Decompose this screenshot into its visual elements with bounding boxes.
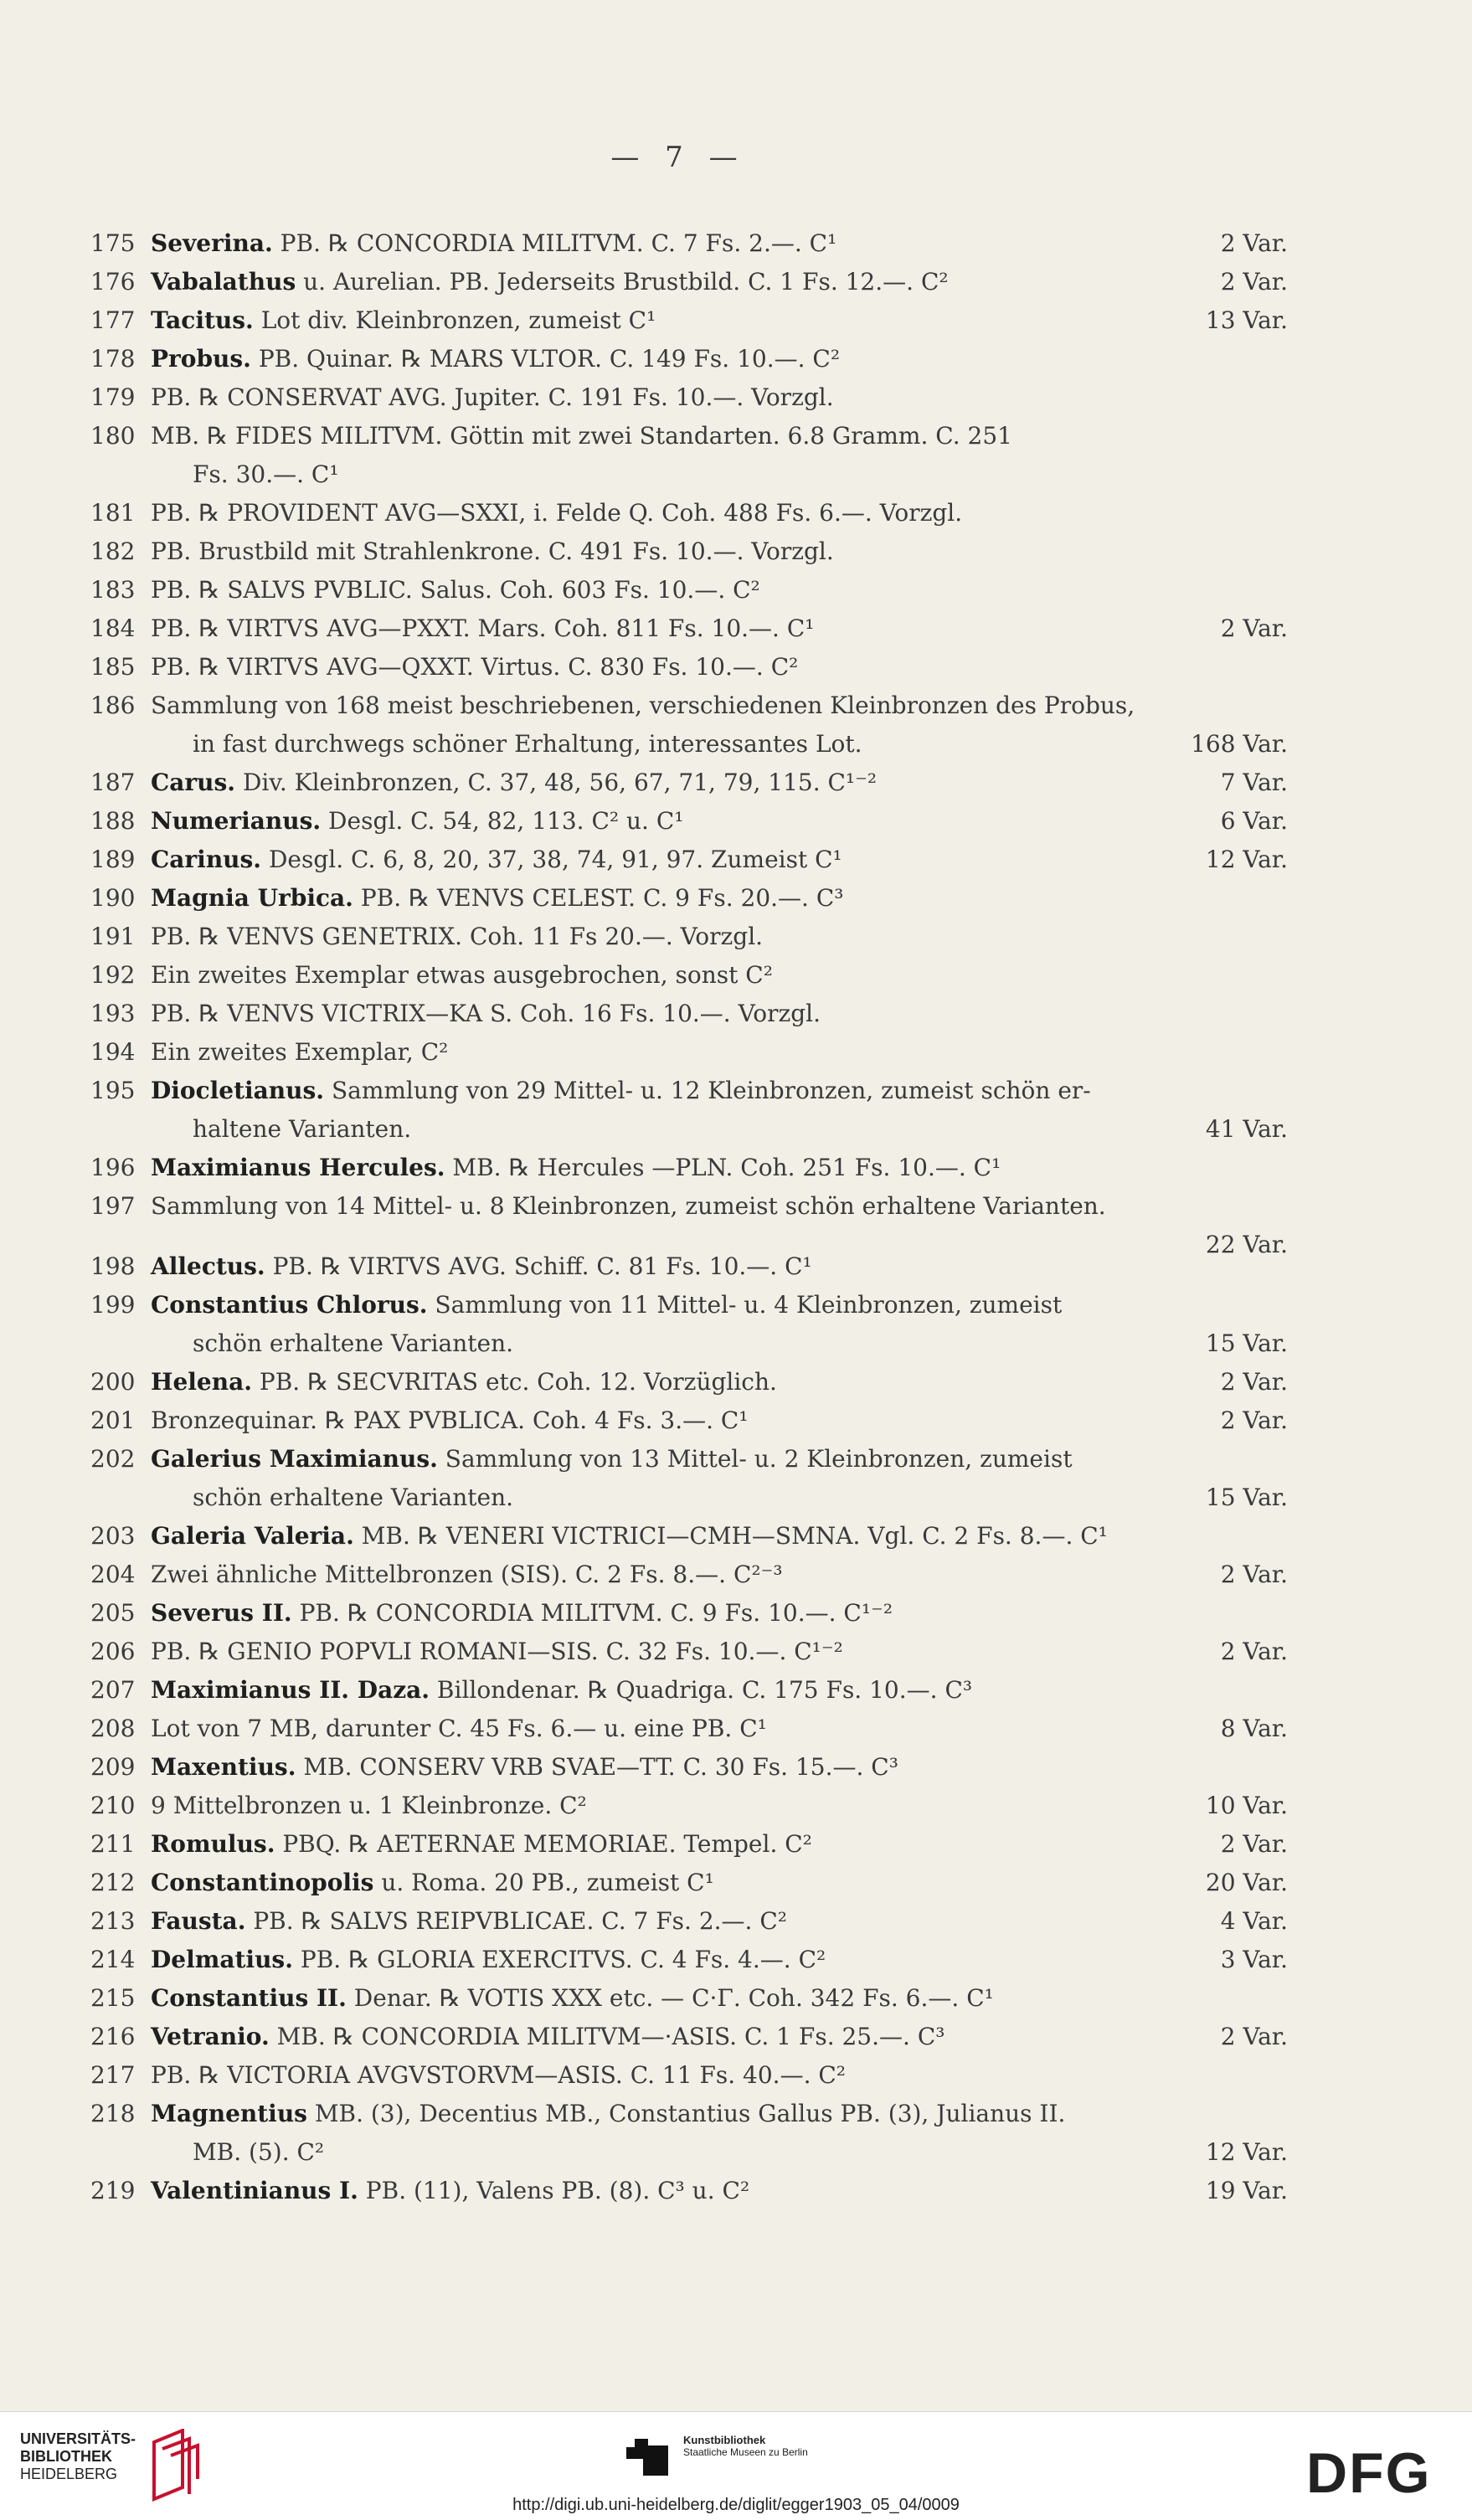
entry-variant-count: 4 Var.	[1220, 1907, 1288, 1935]
entry-ruler-name: Severus II.	[151, 1599, 292, 1627]
catalog-entry	[90, 301, 1288, 340]
catalog-entry	[90, 956, 1288, 995]
heidelberg-book-icon	[149, 2429, 203, 2502]
catalog-entry	[90, 263, 1288, 301]
entry-number: 210	[90, 1792, 136, 1819]
catalog-entry	[90, 378, 1288, 417]
entry-number: 192	[90, 961, 136, 989]
entry-number: 200	[90, 1368, 136, 1396]
catalog-entry	[90, 802, 1288, 841]
entry-variant-count: 19 Var.	[1205, 2177, 1288, 2204]
entry-variant-count: 7 Var.	[1220, 769, 1288, 796]
entry-description: Desgl. C. 6, 8, 20, 37, 38, 74, 91, 97. Zumeist C¹	[261, 846, 842, 873]
entry-variant-count: 13 Var.	[1205, 306, 1288, 334]
entry-number: 215	[90, 1984, 136, 2012]
entry-number: 186	[90, 692, 136, 719]
entry-continuation	[90, 455, 1288, 494]
catalog-entry	[90, 1748, 1288, 1787]
entry-description: u. Roma. 20 PB., zumeist C¹	[373, 1869, 714, 1896]
entry-variant-count: 2 Var.	[1220, 1407, 1288, 1434]
catalog-entry	[90, 1864, 1288, 1902]
entry-variant-count: 15 Var.	[1205, 1329, 1288, 1357]
catalog-entry	[90, 532, 1288, 571]
entry-description: PB. ℞ CONCORDIA MILITVM. C. 9 Fs. 10.—. C¹⁻²	[291, 1599, 893, 1627]
entry-description: Sammlung von 13 Mittel- u. 2 Kleinbronzen, zumeist	[437, 1445, 1073, 1473]
catalog-entry	[90, 879, 1288, 918]
catalog-entry	[90, 764, 1288, 802]
entry-description: PB. Quinar. ℞ MARS VLTOR. C. 149 Fs. 10.—. C²	[250, 345, 841, 373]
entry-description: Ein zweites Exemplar etwas ausgebrochen, sonst C²	[151, 961, 773, 989]
entry-description: PB. ℞ VENVS GENETRIX. Coh. 11 Fs 20.—. Vorzgl.	[151, 923, 764, 950]
entry-description: Denar. ℞ VOTIS XXX etc. — C·Γ. Coh. 342 Fs. 6.—. C¹	[346, 1984, 994, 2012]
entry-description: Sammlung von 11 Mittel- u. 4 Kleinbronzen, zumeist	[427, 1291, 1063, 1319]
entry-description: PB. ℞ GENIO POPVLI ROMANI—SIS. C. 32 Fs. 10.—. C¹⁻²	[151, 1638, 843, 1665]
dfg-logo[interactable]: DFG	[1306, 2441, 1432, 2505]
catalog-entry	[90, 609, 1288, 648]
catalog-entry	[90, 687, 1288, 725]
entry-number: 212	[90, 1869, 136, 1896]
uni-logo-line-2: BIBLIOTHEK	[20, 2448, 112, 2465]
entry-ruler-name: Fausta.	[151, 1907, 246, 1935]
entry-variant-count: 2 Var.	[1220, 1638, 1288, 1665]
entry-description: Lot von 7 MB, darunter C. 45 Fs. 6.— u. eine PB. C¹	[151, 1715, 767, 1742]
catalog-entry	[90, 1517, 1288, 1556]
entry-variant-count: 20 Var.	[1205, 1869, 1288, 1896]
entry-number: 218	[90, 2100, 136, 2127]
catalog-entry	[90, 1401, 1288, 1440]
entry-description: PB. ℞ SECVRITAS etc. Coh. 12. Vorzüglich.	[251, 1368, 777, 1396]
kb-name: Kunstbibliothek	[683, 2434, 766, 2446]
catalog-entry	[90, 571, 1288, 609]
catalog-entry	[90, 1941, 1288, 1979]
entry-number: 205	[90, 1599, 136, 1627]
catalog-entry	[90, 2095, 1288, 2133]
entry-ruler-name: Valentinianus I.	[151, 2177, 358, 2204]
entry-continuation-text: schön erhaltene Varianten.	[193, 1329, 514, 1357]
entry-description: PB. ℞ CONSERVAT AVG. Jupiter. C. 191 Fs. 10.—. Vorzgl.	[151, 383, 834, 411]
catalog-entry	[90, 1710, 1288, 1748]
entry-variant-count: 2 Var.	[1220, 268, 1288, 296]
entry-number: 187	[90, 769, 136, 796]
entry-number: 199	[90, 1291, 136, 1319]
entry-variant-count: 12 Var.	[1205, 846, 1288, 873]
catalog-entry	[90, 1187, 1288, 1226]
entry-variant-count: 41 Var.	[1205, 1115, 1288, 1143]
entry-continuation-text: in fast durchwegs schöner Erhaltung, interessantes Lot.	[193, 730, 862, 758]
entry-ruler-name: Helena.	[151, 1368, 252, 1396]
entry-number: 179	[90, 383, 136, 411]
entry-description: PB. ℞ GLORIA EXERCITVS. C. 4 Fs. 4.—. C²	[292, 1946, 826, 1973]
entry-variant-count: 2 Var.	[1220, 229, 1288, 257]
entry-ruler-name: Diocletianus.	[151, 1077, 325, 1104]
catalog-entries	[90, 224, 1288, 2210]
catalog-entry	[90, 494, 1288, 532]
entry-number: 201	[90, 1407, 136, 1434]
entry-number: 193	[90, 1000, 136, 1027]
entry-ruler-name: Constantius II.	[151, 1984, 347, 2012]
entry-variant-count: 3 Var.	[1220, 1946, 1288, 1973]
entry-ruler-name: Constantinopolis	[151, 1869, 374, 1896]
entry-variant-count: 22 Var.	[1205, 1231, 1288, 1258]
catalog-entry	[90, 2056, 1288, 2095]
entry-number: 204	[90, 1561, 136, 1588]
entry-number: 176	[90, 268, 136, 296]
entry-description: MB. ℞ CONCORDIA MILITVM—·ASIS. C. 1 Fs. 25.—. C³	[269, 2023, 945, 2050]
entry-description: Desgl. C. 54, 82, 113. C² u. C¹	[321, 807, 684, 835]
entry-ruler-name: Maximianus Hercules.	[151, 1154, 445, 1181]
entry-variant-count: 12 Var.	[1205, 2138, 1288, 2166]
entry-number: 208	[90, 1715, 136, 1742]
entry-variant-count: 2 Var.	[1220, 1830, 1288, 1858]
entry-ruler-name: Carus.	[151, 769, 236, 796]
entry-ruler-name: Maximianus II. Daza.	[151, 1676, 430, 1704]
entry-number: 202	[90, 1445, 136, 1473]
entry-ruler-name: Magnia Urbica.	[151, 884, 353, 912]
entry-description: Ein zweites Exemplar, C²	[151, 1038, 449, 1066]
entry-number: 184	[90, 615, 136, 642]
entry-ruler-name: Numerianus.	[151, 807, 322, 835]
catalog-entry	[90, 648, 1288, 687]
entry-description: MB. CONSERV VRB SVAE—TT. C. 30 Fs. 15.—. C³	[296, 1753, 898, 1781]
catalog-entry	[90, 1671, 1288, 1710]
catalog-entry	[90, 1594, 1288, 1633]
entry-description: PB. ℞ SALVS REIPVBLICAE. C. 7 Fs. 2.—. C²	[245, 1907, 787, 1935]
entry-number: 194	[90, 1038, 136, 1066]
entry-description: Sammlung von 29 Mittel- u. 12 Kleinbronzen, zumeist schön er-	[324, 1077, 1091, 1104]
entry-description: Lot div. Kleinbronzen, zumeist C¹	[253, 306, 656, 334]
catalog-entry	[90, 1633, 1288, 1671]
entry-number: 185	[90, 653, 136, 681]
entry-description: PB. ℞ SALVS PVBLIC. Salus. Coh. 603 Fs. 10.—. C²	[151, 576, 760, 604]
entry-ruler-name: Carinus.	[151, 846, 262, 873]
entry-description: Zwei ähnliche Mittelbronzen (SIS). C. 2 Fs. 8.—. C²⁻³	[151, 1561, 783, 1588]
entry-number: 188	[90, 807, 136, 835]
entry-continuation	[90, 1110, 1288, 1149]
entry-description: Billondenar. ℞ Quadriga. C. 175 Fs. 10.—. C³	[430, 1676, 973, 1704]
entry-number: 180	[90, 422, 136, 450]
entry-description: MB. (3), Decentius MB., Constantius Gallus PB. (3), Julianus II.	[306, 2100, 1066, 2127]
entry-description: Sammlung von 14 Mittel- u. 8 Kleinbronzen, zumeist schön erhaltene Varianten.	[151, 1192, 1106, 1220]
entry-ruler-name: Delmatius.	[151, 1946, 293, 1973]
entry-continuation-text: Fs. 30.—. C¹	[193, 460, 339, 488]
entry-number: 214	[90, 1946, 136, 1973]
entry-description: PBQ. ℞ AETERNAE MEMORIAE. Tempel. C²	[275, 1830, 812, 1858]
catalog-entry	[90, 224, 1288, 263]
entry-number: 217	[90, 2061, 136, 2089]
entry-number: 183	[90, 576, 136, 604]
catalog-entry	[90, 2018, 1288, 2056]
entry-number: 189	[90, 846, 136, 873]
entry-description: PB. Brustbild mit Strahlenkrone. C. 491 Fs. 10.—. Vorzgl.	[151, 537, 834, 565]
entry-variant-count: 6 Var.	[1220, 807, 1288, 835]
entry-description: PB. ℞ VIRTVS AVG. Schiff. C. 81 Fs. 10.—. C¹	[265, 1252, 812, 1280]
entry-number: 209	[90, 1753, 136, 1781]
catalog-entry	[90, 1033, 1288, 1072]
entry-variant-count: 10 Var.	[1205, 1792, 1288, 1819]
uni-logo-line-3: HEIDELBERG	[20, 2466, 118, 2482]
entry-description: MB. ℞ Hercules —PLN. Coh. 251 Fs. 10.—. C¹	[445, 1154, 1001, 1181]
entry-description: PB. (11), Valens PB. (8). C³ u. C²	[358, 2177, 750, 2204]
catalog-entry	[90, 1247, 1288, 1286]
catalog-entry	[90, 1363, 1288, 1401]
entry-continuation	[90, 2133, 1288, 2172]
entry-description: PB. ℞ VICTORIA AVGVSTORVM—ASIS. C. 11 Fs. 40.—. C²	[151, 2061, 847, 2089]
catalog-entry	[90, 995, 1288, 1033]
entry-description: PB. ℞ CONCORDIA MILITVM. C. 7 Fs. 2.—. C¹	[272, 229, 837, 257]
entry-number: 207	[90, 1676, 136, 1704]
entry-ruler-name: Magnentius	[151, 2100, 307, 2127]
entry-continuation-text: MB. (5). C²	[193, 2138, 325, 2166]
entry-variant-count: 2 Var.	[1220, 1368, 1288, 1396]
entry-description: Bronzequinar. ℞ PAX PVBLICA. Coh. 4 Fs. 3.—. C¹	[151, 1407, 749, 1434]
page-number: — 7 —	[610, 141, 746, 174]
entry-ruler-name: Probus.	[151, 345, 251, 373]
entry-description: MB. ℞ FIDES MILITVM. Göttin mit zwei Standarten. 6.8 Gramm. C. 251	[151, 422, 1012, 450]
entry-number: 206	[90, 1638, 136, 1665]
entry-number: 177	[90, 306, 136, 334]
entry-number: 191	[90, 923, 136, 950]
entry-variant-count: 15 Var.	[1205, 1484, 1288, 1511]
uni-logo-line-1: UNIVERSITÄTS-	[20, 2430, 136, 2447]
catalog-entry	[90, 1072, 1288, 1110]
kunstbibliothek-icon	[626, 2434, 668, 2476]
catalog-entry	[90, 2172, 1288, 2210]
catalog-entry	[90, 1440, 1288, 1479]
entry-ruler-name: Vetranio.	[151, 2023, 270, 2050]
entry-description: Div. Kleinbronzen, C. 37, 48, 56, 67, 71, 79, 115. C¹⁻²	[235, 769, 878, 796]
entry-variant-count: 2 Var.	[1220, 615, 1288, 642]
catalog-entry	[90, 1902, 1288, 1941]
catalog-entry	[90, 1787, 1288, 1825]
entry-number: 182	[90, 537, 136, 565]
entry-ruler-name: Vabalathus	[151, 268, 296, 296]
entry-continuation	[90, 1324, 1288, 1363]
entry-variant-count: 2 Var.	[1220, 2023, 1288, 2050]
catalog-entry	[90, 417, 1288, 455]
entry-continuation-text: haltene Varianten.	[193, 1115, 412, 1143]
entry-ruler-name: Constantius Chlorus.	[151, 1291, 428, 1319]
entry-number: 213	[90, 1907, 136, 1935]
entry-description: Sammlung von 168 meist beschriebenen, verschiedenen Kleinbronzen des Probus,	[151, 692, 1135, 719]
entry-number: 203	[90, 1522, 136, 1550]
entry-description: PB. ℞ VENVS VICTRIX—KA S. Coh. 16 Fs. 10.—. Vorzgl.	[151, 1000, 821, 1027]
entry-number: 196	[90, 1154, 136, 1181]
entry-number: 178	[90, 345, 136, 373]
page-url-link[interactable]: http://digi.ub.uni-heidelberg.de/diglit/egger1903_05_04/0009	[512, 2496, 960, 2514]
entry-ruler-name: Severina.	[151, 229, 273, 257]
entry-description: PB. ℞ VIRTVS AVG—PXXT. Mars. Coh. 811 Fs. 10.—. C¹	[151, 615, 815, 642]
entry-description: PB. ℞ VIRTVS AVG—QXXT. Virtus. C. 830 Fs. 10.—. C²	[151, 653, 799, 681]
entry-ruler-name: Tacitus.	[151, 306, 254, 334]
entry-number: 219	[90, 2177, 136, 2204]
catalog-entry	[90, 340, 1288, 378]
entry-ruler-name: Romulus.	[151, 1830, 275, 1858]
entry-number: 198	[90, 1252, 136, 1280]
catalog-entry	[90, 1979, 1288, 2018]
entry-variant-count: 168 Var.	[1191, 730, 1288, 758]
kunstbibliothek-logo[interactable]	[626, 2434, 808, 2459]
entry-number: 175	[90, 229, 136, 257]
entry-variant-count: 8 Var.	[1220, 1715, 1288, 1742]
catalog-entry	[90, 1556, 1288, 1594]
kb-subtitle: Staatliche Museen zu Berlin	[683, 2446, 808, 2458]
section-gap	[90, 1226, 1288, 1247]
catalog-entry	[90, 841, 1288, 879]
catalog-entry	[90, 1149, 1288, 1187]
entry-number: 216	[90, 2023, 136, 2050]
entry-ruler-name: Allectus.	[151, 1252, 265, 1280]
footer-bar	[0, 2411, 1472, 2520]
university-library-logo[interactable]	[20, 2430, 136, 2483]
entry-number: 181	[90, 499, 136, 527]
catalog-entry	[90, 918, 1288, 956]
entry-description: MB. ℞ VENERI VICTRICI—CMH—SMNA. Vgl. C. 2 Fs. 8.—. C¹	[353, 1522, 1108, 1550]
entry-continuation	[90, 725, 1288, 764]
entry-number: 190	[90, 884, 136, 912]
entry-continuation	[90, 1479, 1288, 1517]
entry-ruler-name: Maxentius.	[151, 1753, 296, 1781]
entry-continuation-text: schön erhaltene Varianten.	[193, 1484, 514, 1511]
entry-description: PB. ℞ PROVIDENT AVG—SXXI, i. Felde Q. Coh. 488 Fs. 6.—. Vorzgl.	[151, 499, 963, 527]
entry-number: 211	[90, 1830, 136, 1858]
catalog-entry	[90, 1286, 1288, 1324]
entry-ruler-name: Galeria Valeria.	[151, 1522, 354, 1550]
entry-ruler-name: Galerius Maximianus.	[151, 1445, 438, 1473]
entry-variant-count: 2 Var.	[1220, 1561, 1288, 1588]
entry-number: 195	[90, 1077, 136, 1104]
catalog-entry	[90, 1825, 1288, 1864]
entry-description: PB. ℞ VENVS CELEST. C. 9 Fs. 20.—. C³	[353, 884, 844, 912]
entry-description: 9 Mittelbronzen u. 1 Kleinbronze. C²	[151, 1792, 587, 1819]
entry-description: u. Aurelian. PB. Jederseits Brustbild. C. 1 Fs. 12.—. C²	[296, 268, 949, 296]
entry-number: 197	[90, 1192, 136, 1220]
